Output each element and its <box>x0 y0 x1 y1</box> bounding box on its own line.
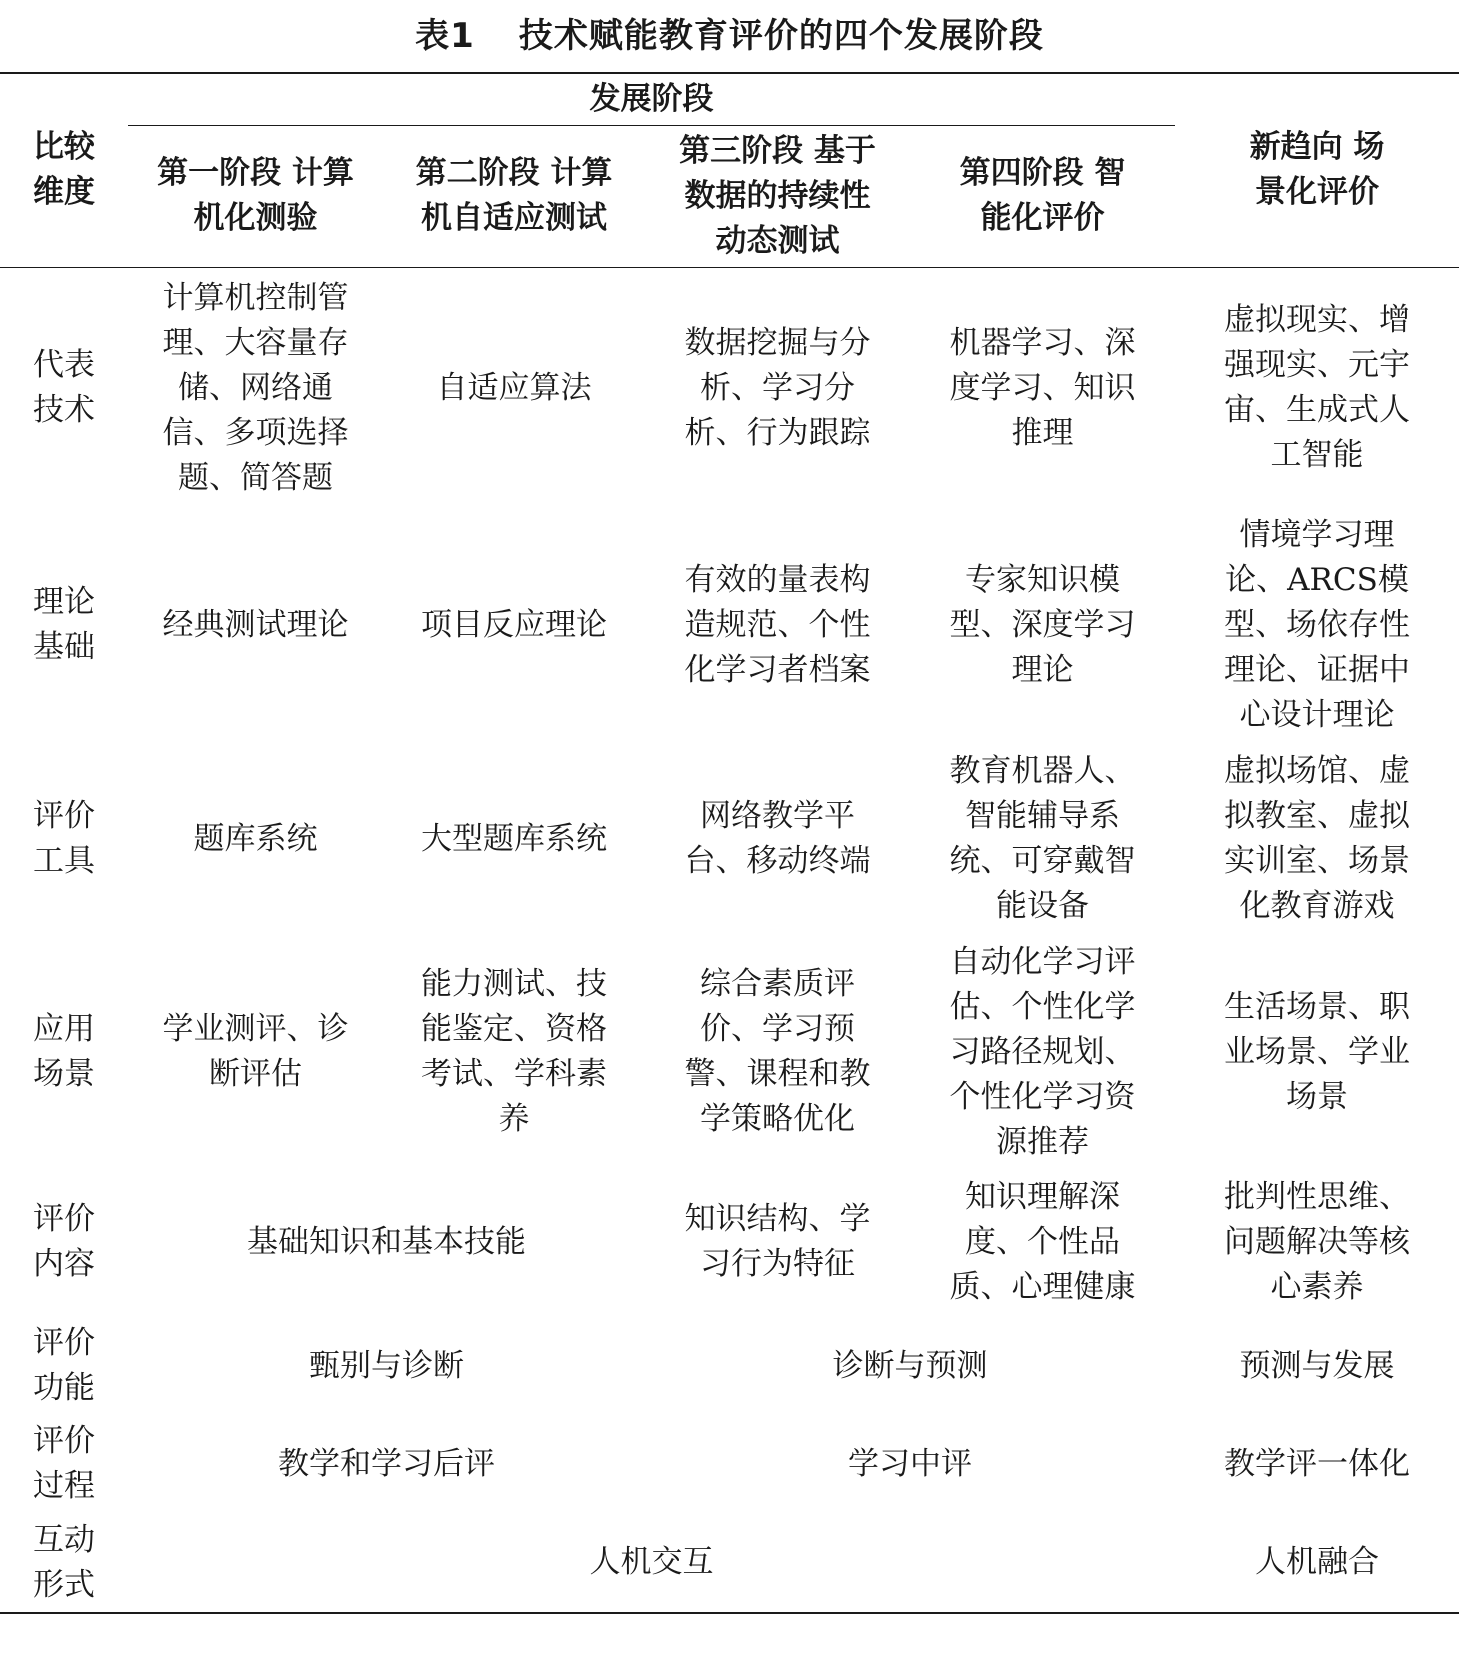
cell: 机器学习、深度学习、知识推理 <box>949 324 1136 451</box>
row-tools <box>0 741 1459 937</box>
cell: 教育机器人、智能辅导系统、可穿戴智能设备 <box>949 753 1136 924</box>
cell: 自适应算法 <box>436 369 592 406</box>
row-theory <box>0 509 1459 741</box>
row-scenes <box>0 937 1459 1167</box>
cell: 能力测试、技能鉴定、资格考试、学科素养 <box>421 966 607 1137</box>
dim-tools: 评价工具 <box>33 798 95 879</box>
dim-content: 评价内容 <box>33 1201 95 1282</box>
cell: 知识结构、学习行为特征 <box>684 1201 871 1282</box>
cell: 虚拟现实、增强现实、元宇宙、生成式人工智能 <box>1224 302 1410 474</box>
header-stage-1: 第一阶段 计算机化测验 <box>128 125 383 267</box>
cell: 网络教学平台、移动终端 <box>684 798 871 879</box>
row-process <box>0 1415 1459 1513</box>
stages-table <box>0 72 1459 1614</box>
cell: 自动化学习评估、个性化学习路径规划、个性化学习资源推荐 <box>949 943 1136 1160</box>
header-stage-2: 第二阶段 计算机自适应测试 <box>383 125 645 267</box>
cell: 数据挖掘与分析、学习分析、行为跟踪 <box>684 324 871 451</box>
dim-scenes: 应用场景 <box>33 1011 95 1092</box>
cell: 有效的量表构造规范、个性化学习者档案 <box>684 561 871 688</box>
cell: 项目反应理论 <box>421 606 607 643</box>
cell: 教学评一体化 <box>1224 1445 1410 1482</box>
cell: 大型题库系统 <box>421 820 607 857</box>
dim-interaction: 互动形式 <box>0 1513 128 1613</box>
cell: 经典测试理论 <box>162 606 349 643</box>
table-number: 表1 <box>415 15 475 56</box>
cell: 题库系统 <box>193 820 318 857</box>
dim-theory: 理论基础 <box>33 584 95 665</box>
cell: 知识理解深度、个性品质、心理健康 <box>949 1178 1136 1305</box>
cell: 预测与发展 <box>1239 1347 1395 1384</box>
dim-process: 评价过程 <box>33 1423 95 1504</box>
cell: 批判性思维、问题解决等核心素养 <box>1224 1178 1410 1305</box>
row-interaction <box>0 1513 1459 1613</box>
header-stage-group: 发展阶段 <box>128 73 1175 125</box>
cell: 人机交互 <box>128 1513 1175 1613</box>
table-title: 技术赋能教育评价的四个发展阶段 <box>518 15 1044 56</box>
cell: 学习中评 <box>848 1445 972 1482</box>
header-stage-4: 第四阶段 智能化评价 <box>910 125 1175 267</box>
dim-tech: 代表技术 <box>33 347 95 429</box>
row-tech <box>0 267 1459 509</box>
cell: 人机融合 <box>1175 1513 1459 1613</box>
header-dimension: 比较维度 <box>0 73 128 267</box>
header-stage-3: 第三阶段 基于数据的持续性动态测试 <box>645 125 910 267</box>
cell: 学业测评、诊断评估 <box>162 1011 349 1092</box>
cell: 情境学习理论、ARCS模型、场依存性理论、证据中心设计理论 <box>1224 516 1410 733</box>
cell: 教学和学习后评 <box>278 1445 495 1482</box>
dim-function: 评价功能 <box>33 1325 95 1406</box>
table-caption <box>0 6 1459 58</box>
cell: 综合素质评价、学习预警、课程和教学策略优化 <box>684 966 871 1137</box>
row-function <box>0 1317 1459 1415</box>
cell: 诊断与预测 <box>832 1347 988 1384</box>
cell: 基础知识和基本技能 <box>247 1223 526 1260</box>
cell: 专家知识模型、深度学习理论 <box>949 561 1136 688</box>
row-content <box>0 1167 1459 1317</box>
cell: 甄别与诊断 <box>309 1347 464 1384</box>
cell: 计算机控制管理、大容量存储、网络通信、多项选择题、简答题 <box>162 279 349 496</box>
cell: 生活场景、职业场景、学业场景 <box>1224 988 1410 1115</box>
header-trend: 新趋向 场景化评价 <box>1175 73 1459 267</box>
cell: 虚拟场馆、虚拟教室、虚拟实训室、场景化教育游戏 <box>1224 753 1410 924</box>
